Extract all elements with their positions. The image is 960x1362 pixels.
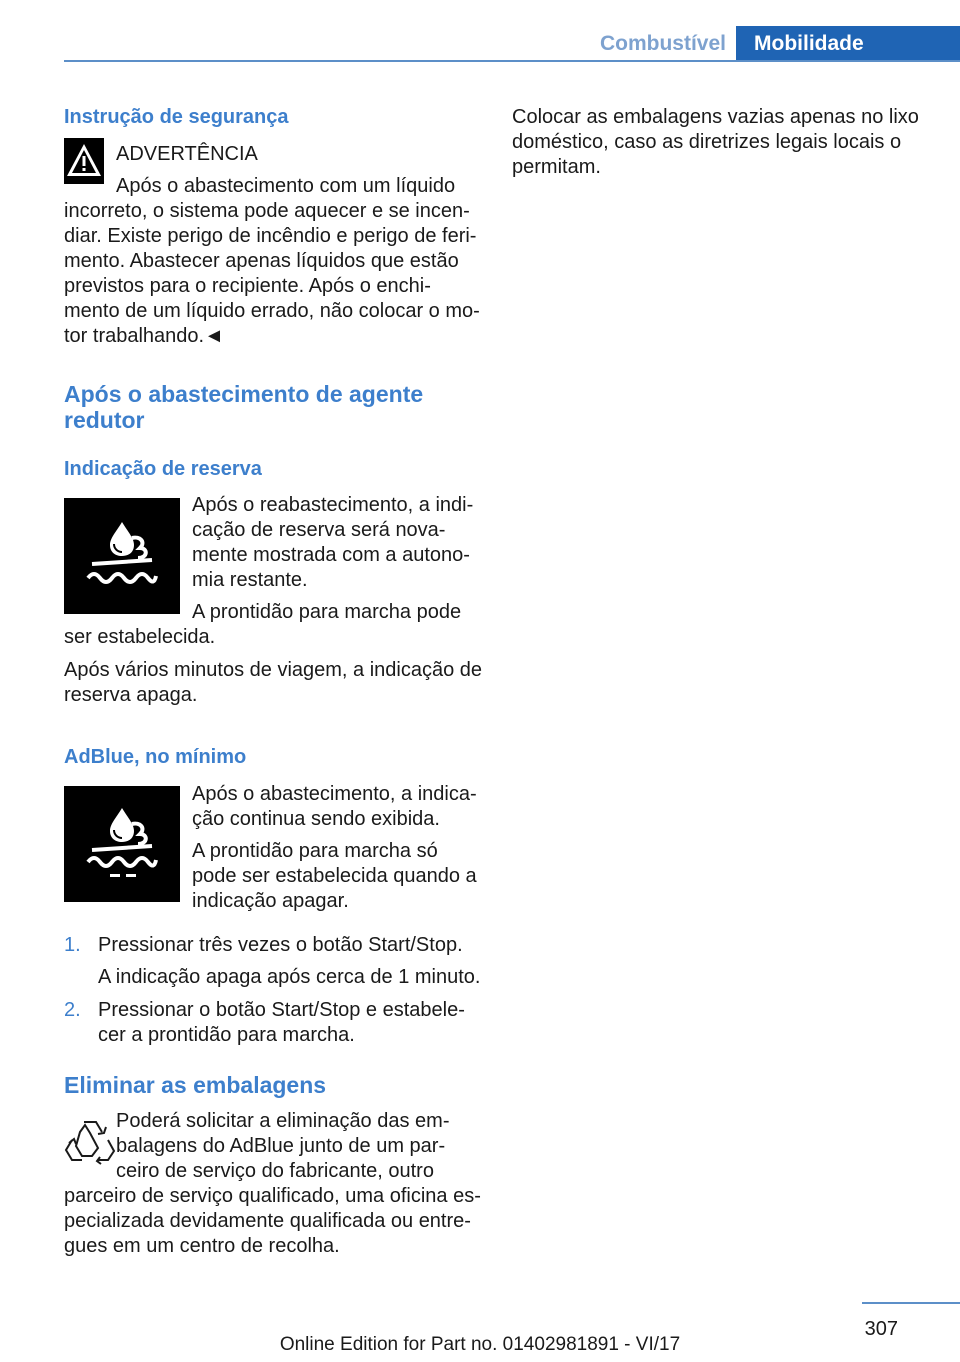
reserve-line: Após vários minutos de viagem, a indicação de <box>64 659 483 681</box>
tab-mobilidade[interactable]: Mobilidade <box>736 26 960 62</box>
warning-line: mento. Abastecer apenas líquidos que estão <box>64 250 459 272</box>
adblue-reserve-indicator-icon <box>64 498 180 614</box>
disposal-line: pecializada devidamente qualificada ou entre- <box>64 1210 471 1232</box>
adblue-line: Após o abastecimento, a indica- <box>192 783 477 805</box>
reserve-line: mente mostrada com a autono- <box>192 544 470 566</box>
reserve-line: Após o reabastecimento, a indi- <box>192 494 474 516</box>
step-text: cer a prontidão para marcha. <box>98 1024 355 1046</box>
edition-footer: Online Edition for Part no. 01402981891 - VI/17 <box>279 1334 681 1355</box>
warning-line: mento de um líquido errado, não colocar o mo- <box>64 300 480 322</box>
reserve-heading: Indicação de reserva <box>64 458 262 480</box>
right-line: doméstico, caso as diretrizes legais locais o <box>512 131 902 153</box>
section-heading: redutor <box>64 407 145 433</box>
reserve-line: ser estabelecida. <box>64 626 216 648</box>
reserve-line: A prontidão para marcha pode <box>192 601 462 623</box>
adblue-line: ção continua sendo exibida. <box>192 808 440 830</box>
safety-heading: Instrução de segurança <box>64 106 289 128</box>
adblue-line: pode ser estabelecida quando a <box>192 865 477 887</box>
disposal-line: parceiro de serviço qualificado, uma oficina es- <box>64 1185 481 1207</box>
disposal-heading: Eliminar as embalagens <box>64 1072 327 1098</box>
right-line: Colocar as embalagens vazias apenas no lixo <box>512 106 919 128</box>
page-number: 307 <box>864 1318 898 1340</box>
adblue-line: A prontidão para marcha só <box>192 840 438 862</box>
reserve-line: reserva apaga. <box>64 684 198 706</box>
warning-title: ADVERTÊNCIA <box>116 143 258 165</box>
step-text: A indicação apaga após cerca de 1 minuto. <box>98 966 481 988</box>
footer-rule <box>862 1302 960 1304</box>
disposal-line: ceiro de serviço do fabricante, outro <box>116 1160 434 1182</box>
right-line: permitam. <box>512 156 601 178</box>
step-number: 2. <box>64 999 81 1021</box>
reserve-line: cação de reserva será nova- <box>192 519 446 541</box>
step-text: Pressionar três vezes o botão Start/Stop. <box>98 934 463 956</box>
adblue-line: indicação apagar. <box>192 890 349 912</box>
warning-line: diar. Existe perigo de incêndio e perigo de feri- <box>64 225 477 247</box>
section-heading: Após o abastecimento de agente <box>64 381 424 407</box>
disposal-line: gues em um centro de recolha. <box>64 1235 340 1257</box>
warning-line: tor trabalhando.◄ <box>64 325 224 347</box>
step-number: 1. <box>64 934 81 956</box>
disposal-line: balagens do AdBlue junto de um par- <box>116 1135 446 1157</box>
tab-combustivel[interactable]: Combustível <box>599 32 727 55</box>
warning-line: incorreto, o sistema pode aquecer e se incen- <box>64 200 470 222</box>
step-text: Pressionar o botão Start/Stop e estabele- <box>98 999 465 1021</box>
recycle-icon <box>64 1114 116 1166</box>
warning-icon <box>64 138 104 184</box>
adblue-heading: AdBlue, no mínimo <box>64 746 247 768</box>
warning-line: Após o abastecimento com um líquido <box>116 175 456 197</box>
reserve-line: mia restante. <box>192 569 308 591</box>
steps-list <box>64 933 481 1053</box>
header-rule <box>64 60 960 62</box>
disposal-line: Poderá solicitar a eliminação das em- <box>116 1110 450 1132</box>
adblue-minimum-indicator-icon <box>64 786 180 902</box>
warning-line: previstos para o recipiente. Após o enchi- <box>64 275 431 297</box>
